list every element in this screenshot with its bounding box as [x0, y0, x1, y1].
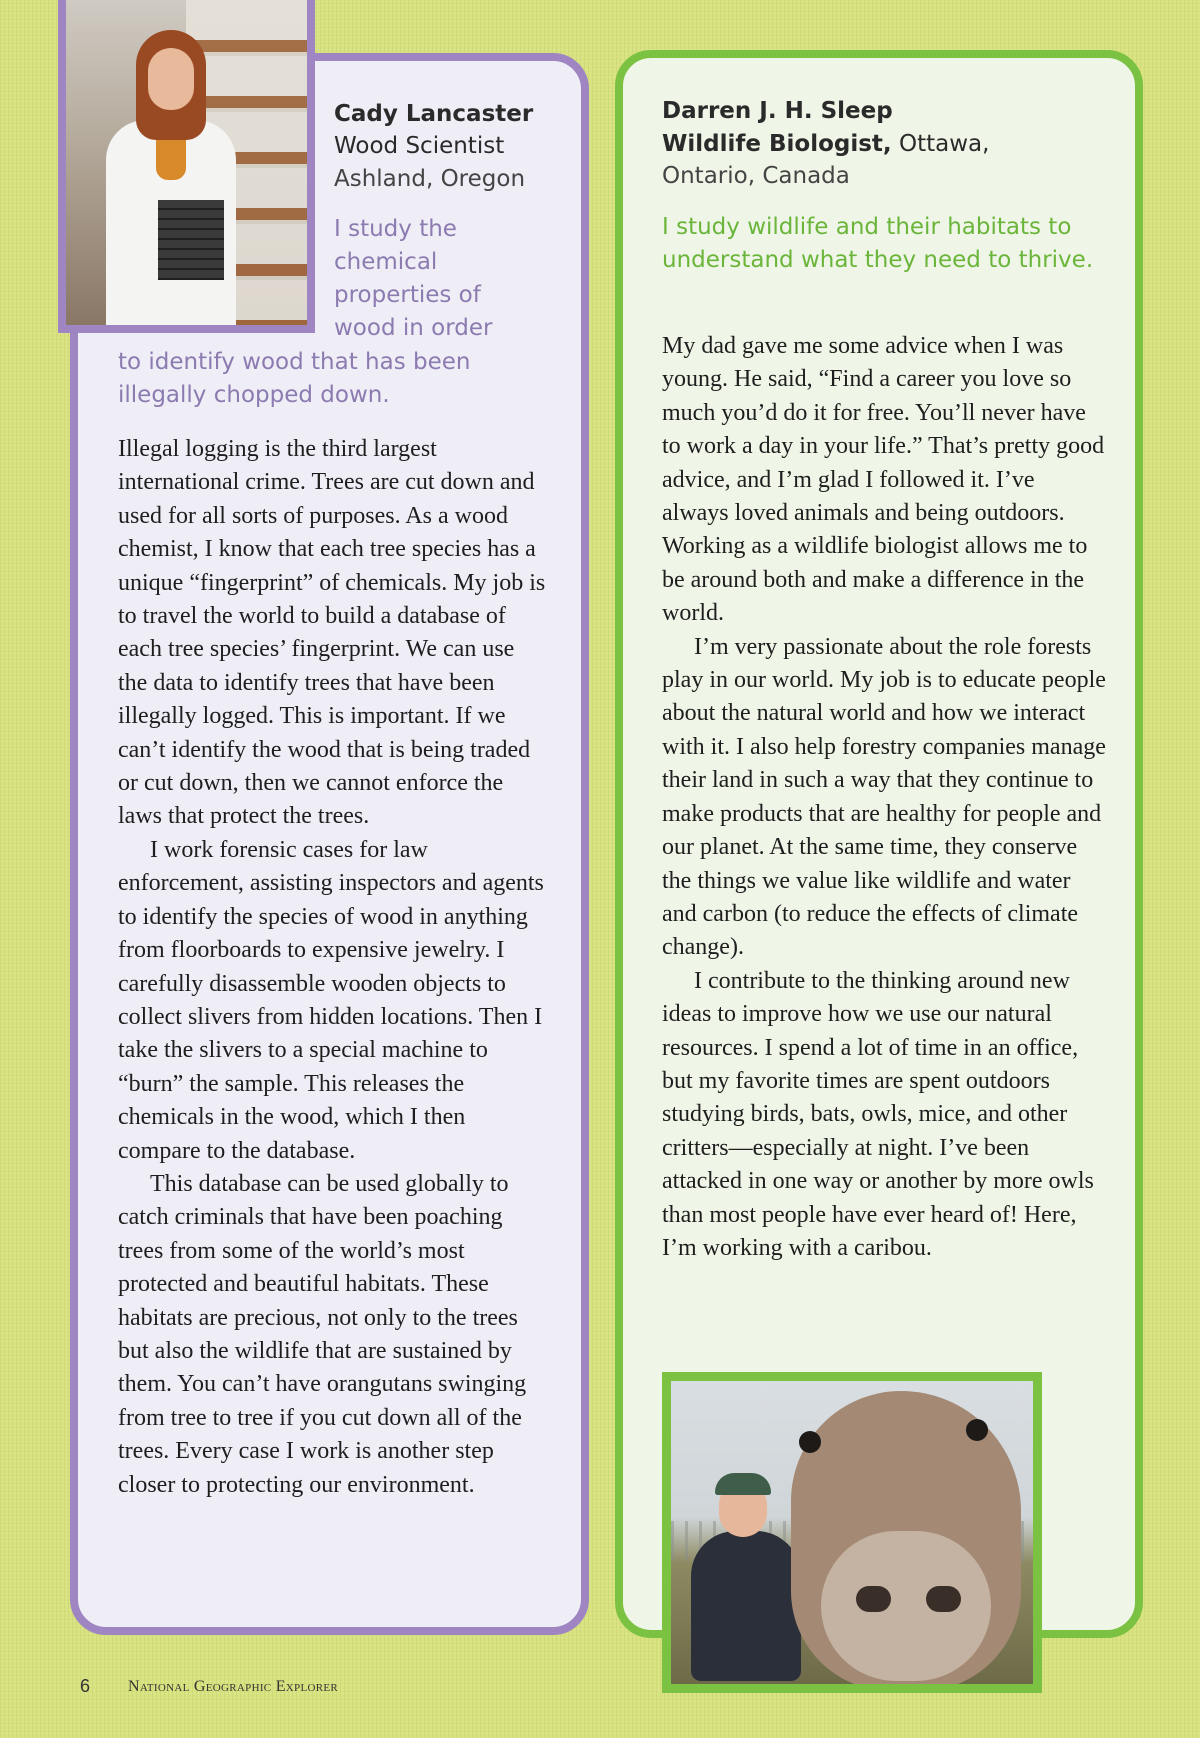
publication-title: National Geographic Explorer — [128, 1678, 339, 1695]
left-paragraph-1: Illegal logging is the third largest international crime. Trees are cut down and used for all sorts of purposes. As a wood chemist, I know that each tree species has a unique “fingerprint” of chemicals. My job is to travel the world to build a database of each tree species’ fingerprint. We can use the data to identify trees that have been illegally logged. This is important. If we can’t identify the wood that is being traded or cut down, then we cannot enforce the laws that protect the trees. — [118, 436, 546, 830]
man-cap — [715, 1473, 771, 1495]
left-paragraph-2: I work forensic cases for law enforcement, assisting inspectors and agents to identify the species of wood in anything from floorboards to expensive jewelry. I carefully disassemble wooden objects to collect slivers from hidden locations. Then I take the slivers to a special machine to “burn” the sample. This releases the chemicals in the wood, which I then compare to the database. — [118, 836, 544, 1164]
left-quote-line: to identify wood that has been — [118, 349, 471, 375]
left-quote-line: wood in order — [334, 315, 493, 341]
right-paragraph-1: My dad gave me some advice when I was young. He said, “Find a career you love so much you’d do it for free. You’ll never have to work a day in your life.” That’s pretty good advice, and I’m glad I followed it. I’ve always loved animals and being outdoors. Working as a wildlife biologist allows me to be around both and make a difference in the world. — [662, 333, 1105, 627]
left-profile-body — [118, 433, 548, 1502]
left-quote-line: chemical — [334, 249, 438, 275]
left-paragraph-3: This database can be used globally to catch criminals that have been poaching trees from some of the world’s most protected and beautiful habitats. These habitats are precious, not only to the trees but also the wildlife that are sustained by them. You can’t have orangutans swinging from tree to tree if you cut down all of the trees. Every case I work is another step closer to protecting our environment. — [118, 1170, 527, 1498]
right-profile-role-line — [662, 128, 989, 160]
right-profile-body — [662, 330, 1107, 1265]
right-profile-city: Ottawa, — [891, 131, 990, 157]
right-paragraph-2: I’m very passionate about the role forests play in our world. My job is to educate people about the natural world and how we interact with it. I also help forestry companies manage their land in such a way that they continue to make products that are healthy for people and our planet. At the same time, they conserve the things we value like wildlife and water and carbon (to reduce the effects of climate change). — [662, 633, 1106, 961]
left-quote-line: properties of — [334, 282, 481, 308]
darren-sleep-caribou-photo — [662, 1372, 1042, 1693]
left-profile-name: Cady Lancaster — [334, 101, 534, 127]
left-profile-role: Wood Scientist — [334, 133, 505, 159]
page-number: 6 — [80, 1676, 91, 1696]
right-profile-role: Wildlife Biologist, — [662, 131, 892, 157]
left-quote-line: I study the — [334, 216, 457, 242]
wood-samples-stack — [158, 200, 224, 280]
caribou-eye — [799, 1431, 821, 1453]
right-profile-region: Ontario, Canada — [662, 163, 850, 189]
man-jacket — [691, 1531, 801, 1681]
left-quote-line: illegally chopped down. — [118, 382, 390, 408]
right-profile-quote: I study wildlife and their habitats to understand what they need to thrive. — [662, 214, 1094, 273]
caribou-nostril — [856, 1586, 891, 1612]
left-profile-location: Ashland, Oregon — [334, 166, 526, 192]
cady-lancaster-photo — [58, 0, 315, 333]
right-paragraph-3: I contribute to the thinking around new ideas to improve how we use our natural resources. I spend a lot of time in an office, but my favorite times are spent outdoors studying birds, bats, owls, mice, and other critters—especially at night. I’ve been attacked in one way or another by more owls than most people have ever heard of! Here, I’m working with a caribou. — [662, 967, 1094, 1261]
right-profile-name: Darren J. H. Sleep — [662, 98, 893, 124]
caribou-nostril — [926, 1586, 961, 1612]
caribou-snout — [821, 1531, 991, 1681]
caribou-eye — [966, 1419, 988, 1441]
face — [148, 48, 194, 110]
